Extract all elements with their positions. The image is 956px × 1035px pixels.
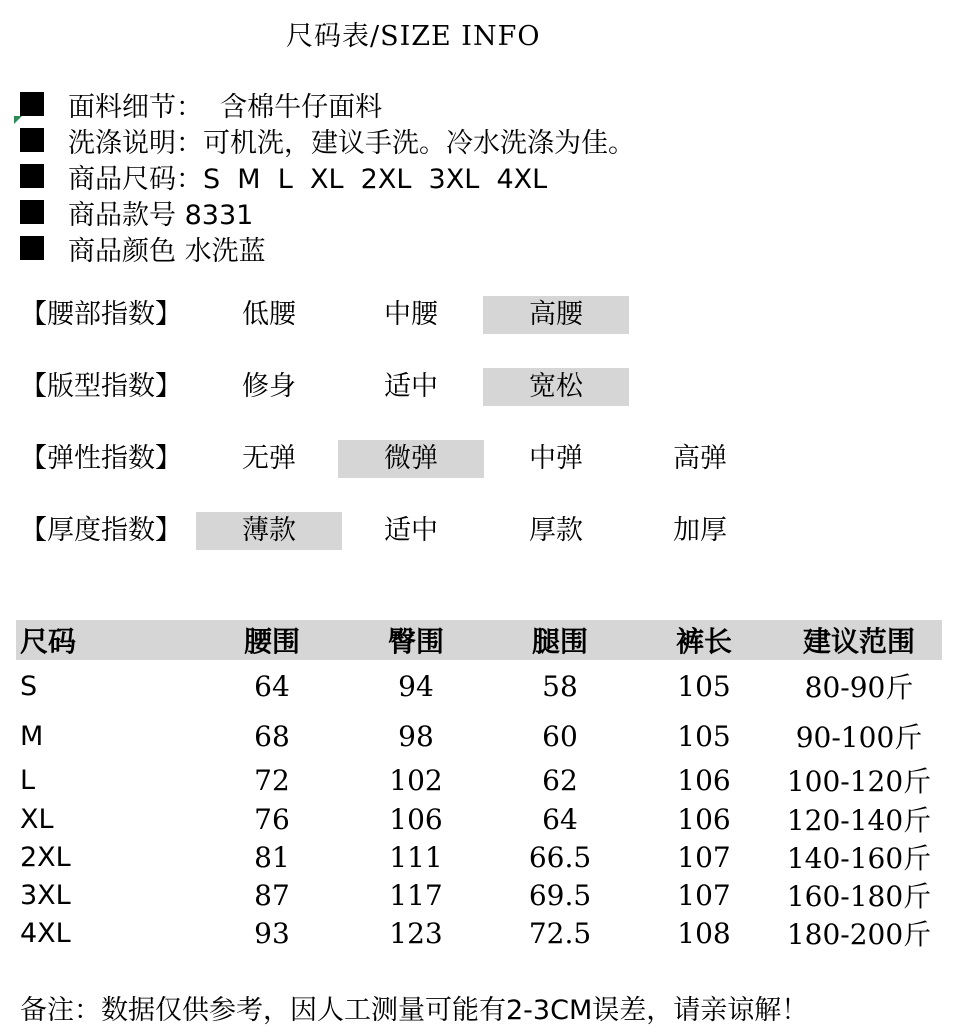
table-cell: 4XL <box>20 917 71 949</box>
table-cell: 98 <box>398 719 434 753</box>
header-cell: 腰围 <box>243 625 300 658</box>
info-fabric-text: 面料细节： 含棉牛仔面料 <box>68 91 383 123</box>
info-color <box>20 230 635 266</box>
index-label: 【弹性指数】 <box>20 443 182 474</box>
header-cell: 臀围 <box>387 625 444 658</box>
table-cell: 105 <box>677 669 731 703</box>
table-cell: 111 <box>389 840 443 874</box>
table-cell: 68 <box>254 719 290 753</box>
table-cell: M <box>20 720 44 752</box>
table-row <box>16 876 942 914</box>
table-row <box>16 800 942 838</box>
table-cell: 60 <box>542 719 578 753</box>
page-title: 尺码表/SIZE INFO <box>286 21 541 52</box>
header-cell: 建议范围 <box>802 625 915 658</box>
table-cell: 120-140斤 <box>786 804 932 837</box>
index-option: 适中 <box>384 515 438 546</box>
header-cell: 裤长 <box>675 625 732 658</box>
table-cell: XL <box>20 803 54 835</box>
info-style-number-text: 商品款号 8331 <box>68 199 254 231</box>
table-cell: 66.5 <box>528 840 592 874</box>
table-cell: 100-120斤 <box>786 765 932 798</box>
table-row <box>16 760 942 800</box>
table-cell: S <box>20 670 38 702</box>
index-option: 高腰 <box>483 296 629 334</box>
table-cell: 58 <box>542 669 578 703</box>
table-cell: 64 <box>542 802 578 836</box>
table-cell: 106 <box>677 763 731 797</box>
index-label: 【厚度指数】 <box>20 515 182 546</box>
table-row <box>16 712 942 760</box>
square-bullet-icon <box>20 92 44 116</box>
table-cell: 123 <box>389 916 443 950</box>
table-cell: 108 <box>677 916 731 950</box>
index-option: 中腰 <box>384 299 438 330</box>
table-cell: 106 <box>677 802 731 836</box>
footnote: 备注：数据仅供参考，因人工测量可能有2-3CM误差，请亲谅解！ <box>20 995 809 1026</box>
index-option: 微弹 <box>338 440 484 478</box>
header-cell: 尺码 <box>20 625 77 658</box>
info-color-text: 商品颜色 水洗蓝 <box>68 235 266 267</box>
product-info <box>20 86 635 266</box>
table-cell: 72 <box>254 763 290 797</box>
table-cell: 90-100斤 <box>795 721 923 754</box>
square-bullet-icon <box>20 200 44 224</box>
table-cell: 64 <box>254 669 290 703</box>
table-cell: 72.5 <box>528 916 592 950</box>
info-sizes <box>20 158 635 194</box>
table-cell: 106 <box>389 802 443 836</box>
info-style-number <box>20 194 635 230</box>
table-cell: 160-180斤 <box>786 880 932 913</box>
square-bullet-icon <box>20 236 44 260</box>
info-fabric <box>20 86 635 122</box>
index-option: 修身 <box>242 371 296 402</box>
index-option: 薄款 <box>196 512 342 550</box>
table-row <box>16 838 942 876</box>
table-cell: 62 <box>542 763 578 797</box>
table-row <box>16 914 942 952</box>
table-cell: 107 <box>677 878 731 912</box>
table-cell: L <box>20 764 36 796</box>
index-label: 【腰部指数】 <box>20 299 182 330</box>
size-table <box>16 620 942 952</box>
table-cell: 180-200斤 <box>786 918 932 951</box>
header-cell: 腿围 <box>531 625 588 658</box>
table-cell: 107 <box>677 840 731 874</box>
index-option: 厚款 <box>529 515 583 546</box>
table-cell: 94 <box>398 669 434 703</box>
table-cell: 140-160斤 <box>786 842 932 875</box>
table-cell: 3XL <box>20 879 71 911</box>
table-cell: 117 <box>389 878 443 912</box>
index-option: 低腰 <box>242 299 296 330</box>
square-bullet-icon <box>20 164 44 188</box>
index-option: 高弹 <box>673 443 727 474</box>
index-option: 适中 <box>384 371 438 402</box>
index-option: 加厚 <box>673 515 727 546</box>
index-option: 无弹 <box>242 443 296 474</box>
info-sizes-text: 商品尺码：S M L XL 2XL 3XL 4XL <box>68 163 548 195</box>
index-option: 宽松 <box>483 368 629 406</box>
info-washing-text: 洗涤说明：可机洗，建议手洗。冷水洗涤为佳。 <box>68 127 635 159</box>
table-cell: 105 <box>677 719 731 753</box>
table-cell: 80-90斤 <box>804 671 914 704</box>
table-cell: 69.5 <box>528 878 592 912</box>
table-header <box>16 620 942 660</box>
info-washing <box>20 122 635 158</box>
table-row <box>16 660 942 712</box>
index-option: 中弹 <box>529 443 583 474</box>
table-cell: 76 <box>254 802 290 836</box>
table-cell: 102 <box>389 763 443 797</box>
index-label: 【版型指数】 <box>20 371 182 402</box>
table-cell: 81 <box>254 840 290 874</box>
table-cell: 87 <box>254 878 290 912</box>
square-bullet-icon <box>20 128 44 152</box>
table-cell: 93 <box>254 916 290 950</box>
table-cell: 2XL <box>20 841 71 873</box>
